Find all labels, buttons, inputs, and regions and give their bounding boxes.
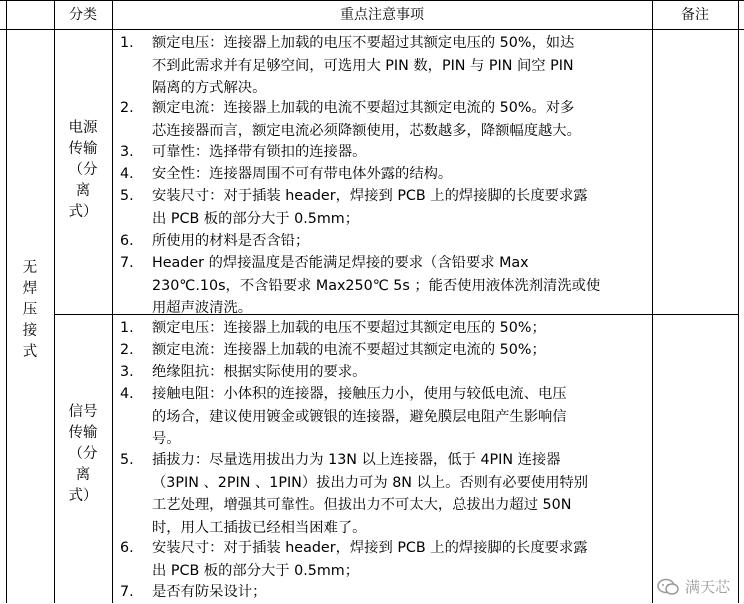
col-line-category [54,0,55,603]
col-line-remarks [652,0,653,603]
wechat-bubble-icon [657,578,679,596]
watermark [657,576,730,597]
table-border-right [738,0,739,603]
header-category: 分类 [69,7,97,23]
section-label-signal: 信号 传输 （分 离 式） [68,404,98,504]
main-category-label: 无 焊 压 接 式 [22,260,38,360]
connector-notes-table: 分类 重点注意事项 备注 无 焊 压 接 式 电源 传输 （分 离 式） 信号 传输 （分 离 式） 1. 额定电压：连接器上加载的电压不要超过其额定电压的 50%，如达 不到此需求并有足够空间，可选用大 PIN 数，PIN 与 PIN 间空 PIN 隔离的方式解决。 2. 额定电流：连接器上加载的电流不要超过其额定电流的 50%。对多 芯连接器而言，额定电流必须降额使用，芯数越多，降额幅度越大。 3. 可靠性：选择带有锁扣的连接器。 4. 安全性：连接器周围不可有带电体外露的结构。 5. 安装尺寸：对于插装 header，焊接到 PCB 上的焊接脚的长度要求露 出 PCB 板的部分大于 0.5mm； 6. 所使用的材料是否含铅； 7. Header 的焊接温度是否能满足焊接的要求（含铅要求 Max 230℃.10s，不含铅要求 Max250℃ 5s ；能否使用液体洗剂清洗或使 用超声波清洗。 1. 额定电压：连接器上加载的电压不要超过其额定电压的 50%； 2. 额定电流：连接器上加载的电流不要超过其额定电流的 50%； 3. 绝缘阻抗：根据实际使用的要求。 4. 接触电阻：小体积的连接器，接触压力小，使用与较低电流、电压 的场合，建议使用镀金或镀银的连接器，避免膜层电阻产生影响信 号。 5. 插拔力：尽量选用拔出力为 13N 以上连接器，低于 4PIN 连接器 （3PIN 、2PIN 、1PIN）拔出力可为 8N 以上。否则有必要使用特别 工艺处理，增强其可靠性。但拔出力不可太大，总拔出力超过 50N 时，用人工插拔已经相当困难了。 6. 安装尺寸：对于插装 header，焊接到 PCB 上的焊接脚的长度要求露 出 PCB 板的部分大于 0.5mm； 7. 是否有防呆设计； 满天芯 [0,0,744,603]
header-key-points: 重点注意事项 [340,7,424,23]
col-line-subcategory [112,0,113,603]
section-label-power: 电源 传输 （分 离 式） [68,120,98,220]
watermark-text: 满天芯 [684,578,730,596]
header-remarks: 备注 [681,7,709,23]
